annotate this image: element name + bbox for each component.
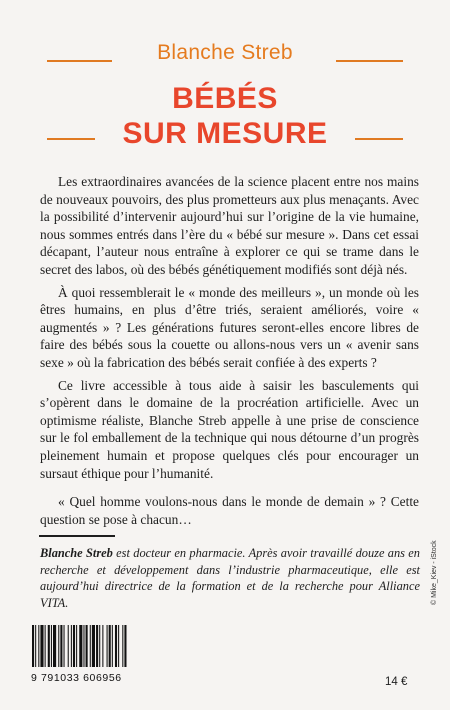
barcode-bar [35,625,36,667]
bio-author-name: Blanche Streb [40,546,113,560]
barcode-bar [64,625,65,667]
barcode-bar [58,625,59,667]
barcode-bar [112,625,113,667]
barcode-bar [71,625,72,667]
barcode-bar [83,625,84,667]
barcode-bar [102,625,103,667]
bio-text: est docteur en pharmacie. Après avoir travaillé douze ans en recherche et développement dans l’industrie pharmaceutique, elle est aujourd’hui directrice de la formation et de la recherche pour Alliance VITA. [40,546,421,610]
barcode-bar [48,625,50,667]
barcode-bar [68,625,69,667]
barcode-bar [38,625,39,667]
barcode-bar [76,625,77,667]
barcode-bars [31,625,161,667]
barcode-bar [118,625,119,667]
photo-credit: © Mike_Kiev - iStock [431,540,438,605]
barcode-bar [115,625,117,667]
barcode-bar [96,625,98,667]
blurb-paragraph: Les extraordinaires avancées de la science placent entre nos mains de nouveaux pouvoirs, des plus prometteurs aux plus menaçants. Avec la possibilité d’intervenir aujourd’hui sur l’origine de la vie humaine, nous sommes entrés dans l’ère du « bébé sur mesure ». Dans cet essai décapant, l’auteur nous entraîne à explorer ce qui se trame dans le secret des labos, où des bébés génétiquement modifiés sont déjà nés. [40,174,419,277]
title-line-1: BÉBÉS [172,82,278,115]
barcode [31,625,161,684]
barcode-bar [51,625,52,667]
barcode-bar [40,625,43,667]
barcode-bar [53,625,56,667]
barcode-bar [60,625,62,667]
blurb-quote: « Quel homme voulons-nous dans le monde de demain » ? Cette question se pose à chacun… [40,494,419,527]
price: 14 € [385,676,408,688]
barcode-bar [99,625,100,667]
blurb [40,173,419,533]
blurb-paragraph: À quoi ressemblerait le « monde des meilleurs », un monde où les êtres humains, en plus d’être triés, seraient améliorés, voire « augmentés » ? Les générations futures seront-elles encore libres de faire des bébés sous la couette ou allons-nous vers un « avenir sans sexe » où la fabrication des bébés serait confiée à des experts ? [40,284,419,370]
barcode-bar [90,625,91,667]
barcode-bar [79,625,82,667]
barcode-bar [122,625,123,667]
barcode-bar [73,625,75,667]
author-bio [40,545,420,611]
barcode-bar [32,625,34,667]
author-name: Blanche Streb [157,41,293,64]
barcode-bar [86,625,88,667]
bio-divider [39,535,115,537]
barcode-bar [124,625,126,667]
barcode-bar [92,625,95,667]
barcode-number: 9 791033 606956 [31,672,122,684]
barcode-bar [107,625,108,667]
barcode-bar [45,625,46,667]
barcode-bar [109,625,111,667]
blurb-paragraph: Ce livre accessible à tous aide à saisir les basculements qui s’opèrent dans le domaine de la procréation artificielle. Avec un optimisme réaliste, Blanche Streb appelle à une prise de conscience sur le fol emballement de la technique qui nous détourne d’un progrès pleinement humain et propose quelques clés pour encourager un sursaut éthique pour l’humanité. [40,377,419,481]
title-line-2: SUR MESURE [122,117,328,150]
